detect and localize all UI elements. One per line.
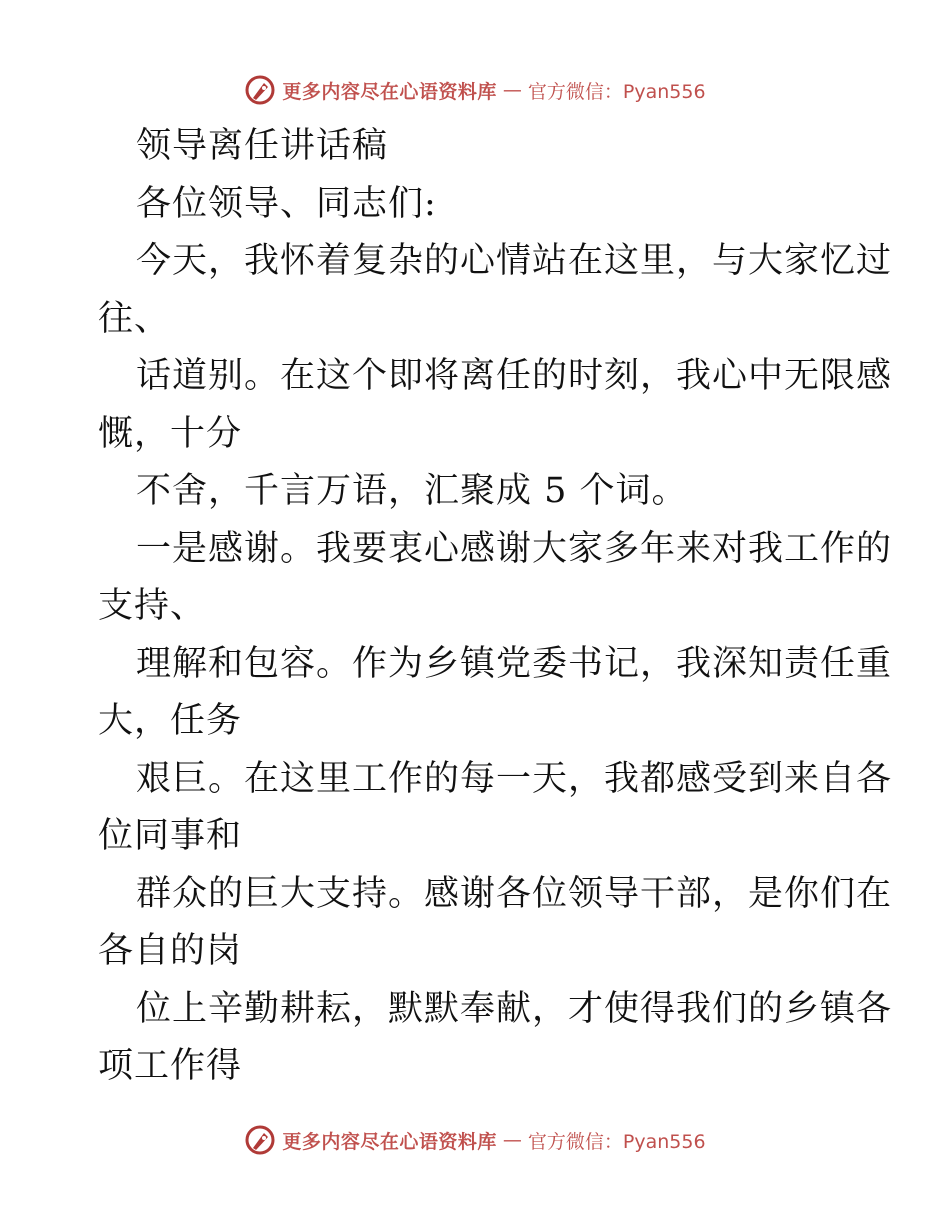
banner-text: 更多内容尽在心语资料库 (282, 1130, 497, 1153)
banner-separator: — (502, 79, 522, 101)
banner-wechat: 官方微信：Pyan556 (527, 1130, 706, 1153)
text-line: 一是感谢。我要衷心感谢大家多年来对我工作的 (136, 528, 893, 569)
text-line: 不舍，千言万语，汇聚成 5 个词。 (136, 471, 688, 511)
header-watermark-banner (0, 72, 950, 108)
banner-wechat: 官方微信：Pyan556 (527, 80, 706, 103)
text-line: 领导离任讲话稿 (136, 126, 389, 166)
banner-separator: — (502, 1129, 522, 1151)
text-line: 话道别。在这个即将离任的时刻，我心中无限感 (136, 356, 893, 396)
text-line: 支持、 (98, 586, 207, 626)
text-line: 群众的巨大支持。感谢各位领导干部，是你们在 (136, 873, 893, 914)
text-line: 大，任务 (98, 701, 243, 741)
text-line: 理解和包容。作为乡镇党委书记，我深知责任重 (136, 643, 893, 684)
footer-watermark-banner (0, 1122, 950, 1158)
document-body (98, 118, 893, 1096)
text-line: 项工作得 (98, 1046, 243, 1086)
text-line: 往、 (98, 298, 171, 339)
text-line: 艰巨。在这里工作的每一天，我都感受到来自各 (136, 758, 893, 799)
banner-text: 更多内容尽在心语资料库 (282, 80, 497, 103)
pen-nib-logo-icon (244, 74, 276, 106)
text-line: 各自的岗 (98, 931, 243, 971)
text-line: 位同事和 (98, 816, 243, 856)
text-line: 位上辛勤耕耘，默默奉献，才使得我们的乡镇各 (136, 988, 893, 1029)
pen-nib-logo-icon (244, 1124, 276, 1156)
text-line: 慨，十分 (98, 413, 243, 454)
text-line: 今天，我怀着复杂的心情站在这里，与大家忆过 (136, 241, 893, 281)
text-line: 各位领导、同志们: (136, 183, 437, 224)
